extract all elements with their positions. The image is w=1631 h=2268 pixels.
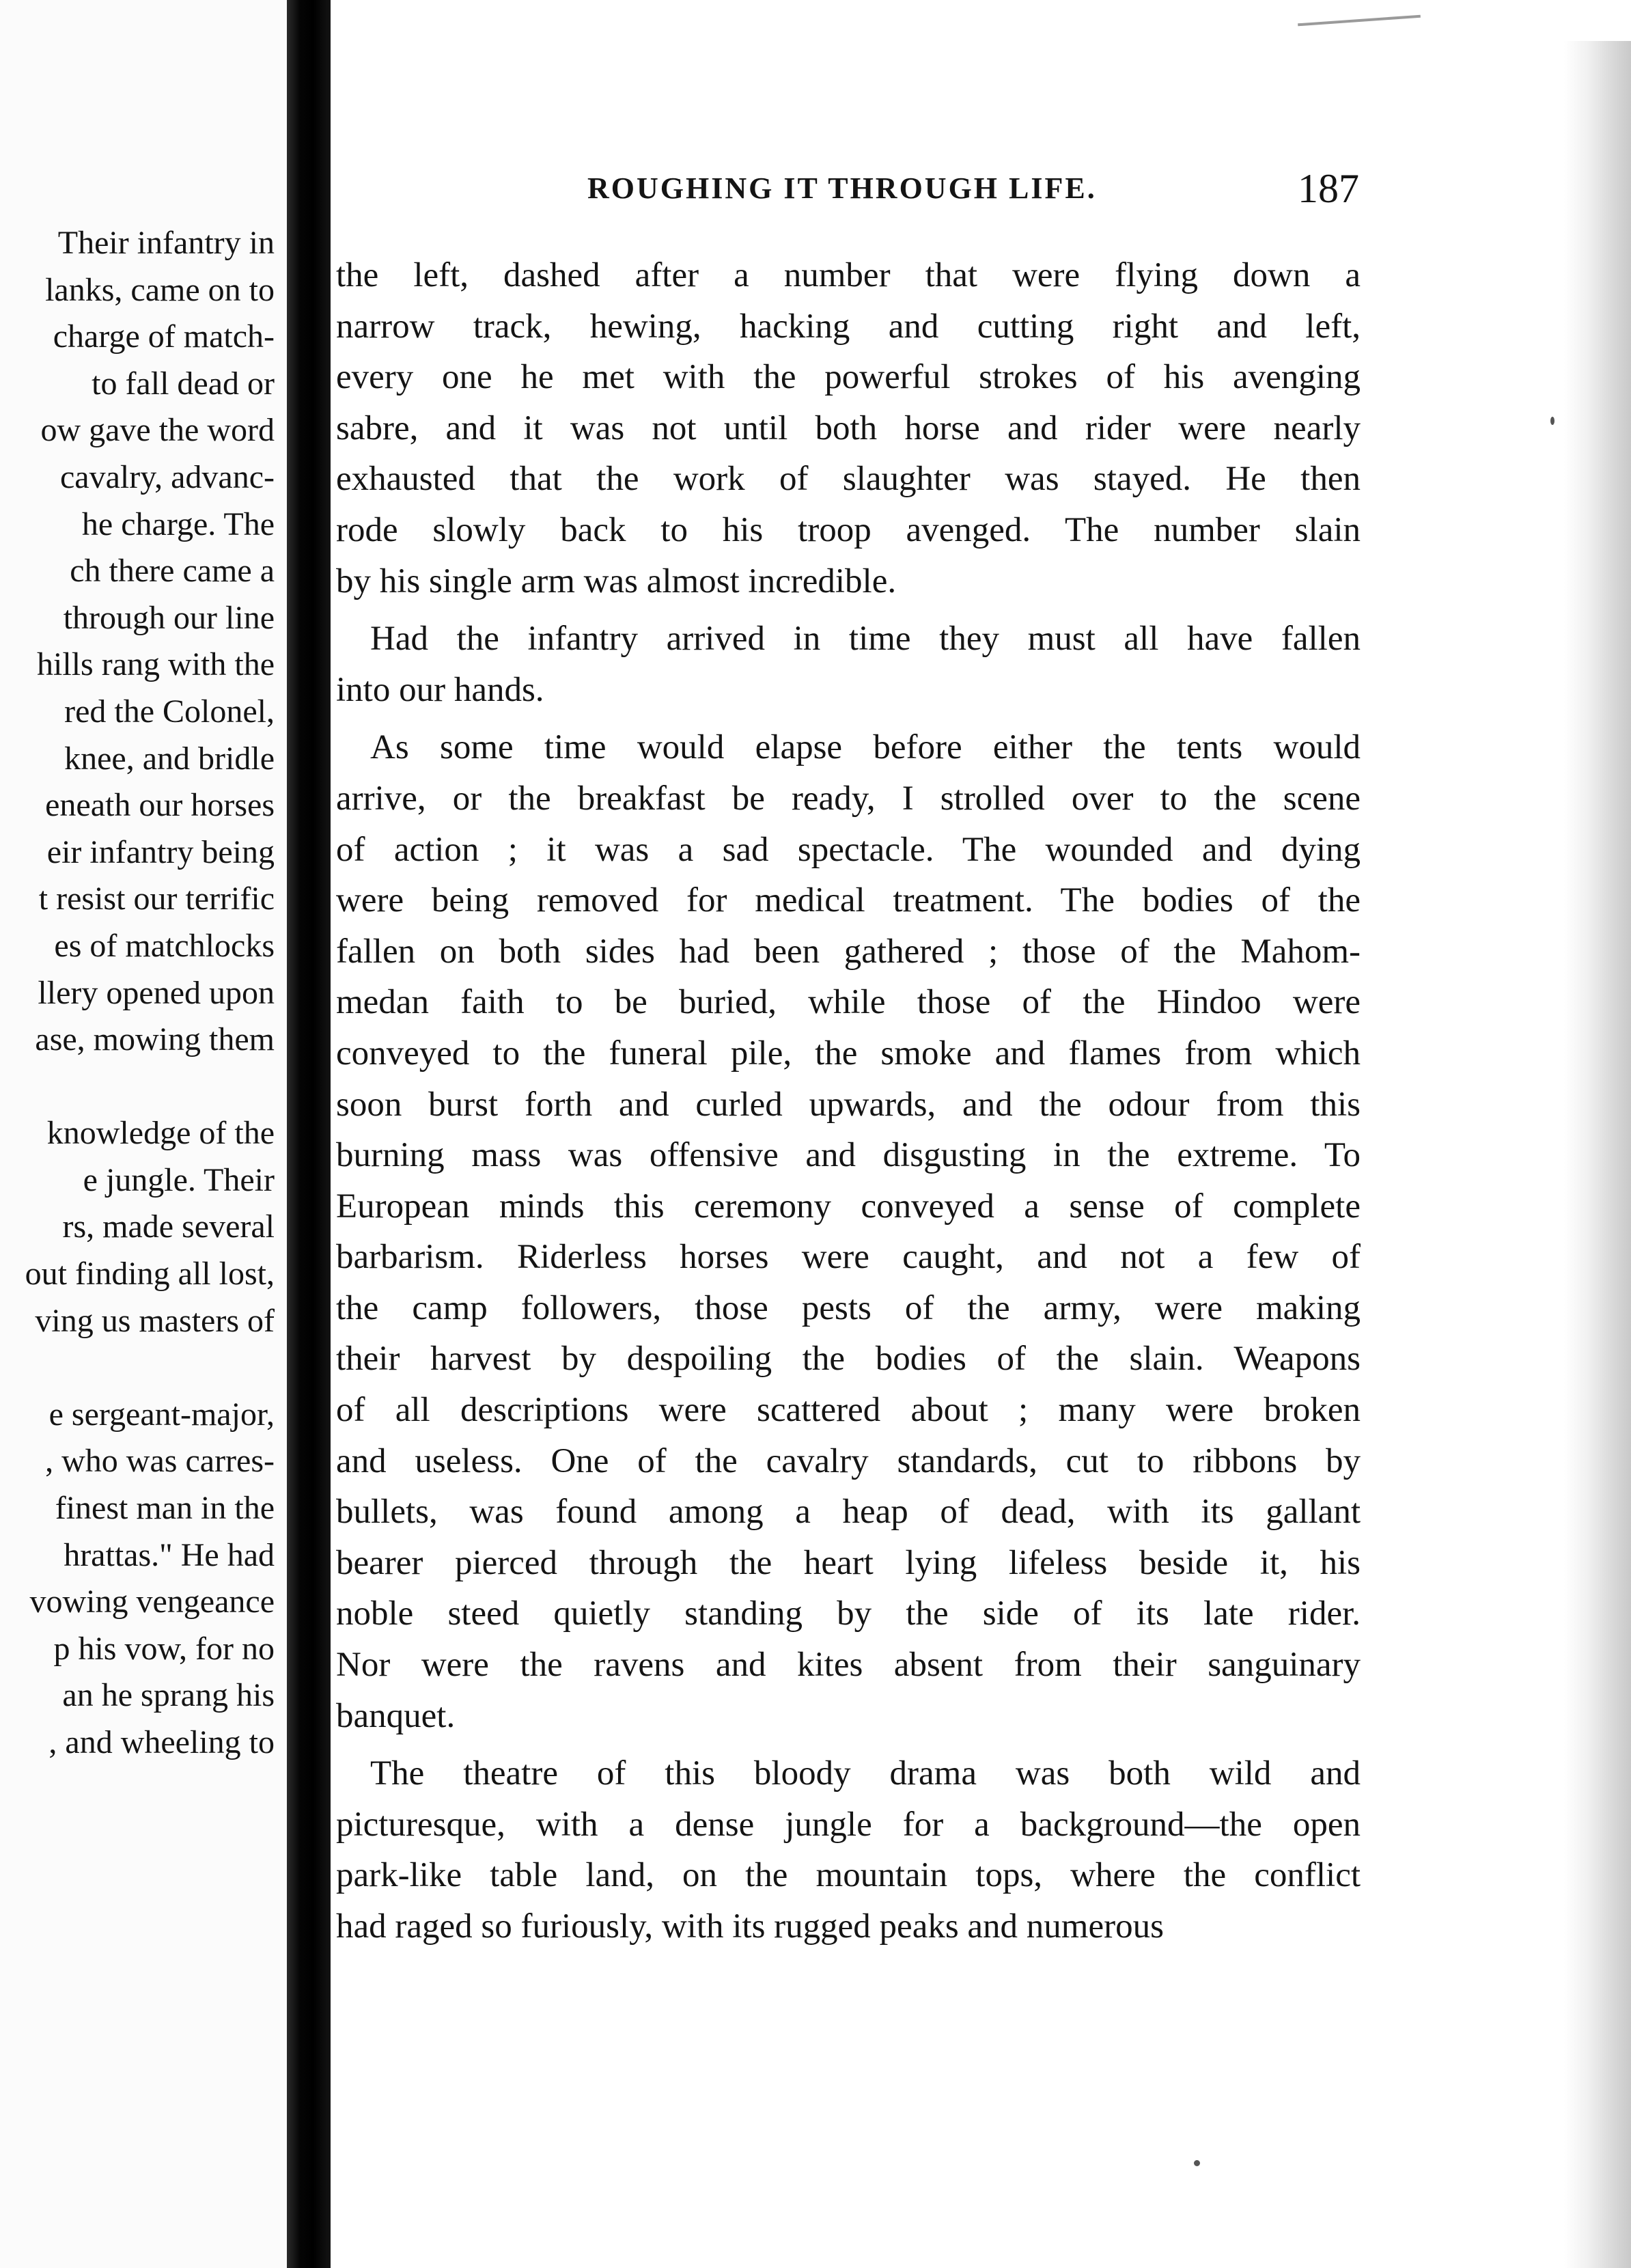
left-page-line: eir infantry being [46, 833, 275, 870]
left-page-line: e sergeant-major, [48, 1396, 275, 1433]
text-line: burning mass was offensive and disgusting in the extreme. To [336, 1136, 1361, 1175]
left-page-line: , who was carres- [45, 1443, 275, 1480]
left-page-line: p his vow, for no [53, 1630, 275, 1667]
text-line: by his single arm was almost incredible. [336, 562, 897, 600]
print-speck [1194, 2160, 1200, 2166]
paragraph [336, 250, 1361, 607]
text-line: of all descriptions were scattered about ; many were broken [336, 1391, 1361, 1430]
text-line: had raged so furiously, with its rugged peaks and numerous [336, 1907, 1164, 1946]
left-page-line: ving us masters of [35, 1302, 275, 1339]
left-page-line: he charge. The [81, 506, 275, 542]
text-line: As some time would elapse before either the tents would [370, 728, 1361, 767]
left-page-line: charge of match- [53, 318, 275, 355]
left-page-line: eneath our horses [45, 787, 275, 824]
text-line: The theatre of this bloody drama was both wild and [370, 1754, 1361, 1793]
text-line: medan faith to be buried, while those of the Hindoo were [336, 983, 1361, 1022]
left-page-line: knee, and bridle [64, 740, 275, 777]
page-body-text [336, 250, 1361, 1959]
text-line: sabre, and it was not until both horse and rider were nearly [336, 409, 1361, 447]
text-line: Had the infantry arrived in time they must all have fallen [370, 620, 1361, 659]
left-page-line: red the Colonel, [64, 693, 275, 730]
left-page-line: llery opened upon [38, 974, 275, 1011]
left-page-line: ase, mowing them [35, 1021, 275, 1058]
left-page-text [25, 220, 275, 1767]
print-speck [1550, 417, 1555, 425]
left-page-line: hills rang with the [37, 646, 275, 683]
left-page-line: knowledge of the [46, 1115, 275, 1152]
left-page-line: t resist our terrific [38, 881, 275, 917]
text-line: rode slowly back to his troop avenged. The number slain [336, 510, 1361, 549]
text-line: bullets, was found among a heap of dead, with its gallant [336, 1493, 1361, 1532]
left-page-line: an he sprang his [62, 1677, 275, 1714]
left-page-line: to fall dead or [92, 365, 275, 402]
left-page-line: out finding all lost, [25, 1256, 275, 1292]
text-line: fallen on both sides had been gathered ; those of the Mahom- [336, 932, 1361, 971]
paragraph [336, 613, 1361, 715]
text-line: of action ; it was a sad spectacle. The wounded and dying [336, 830, 1361, 869]
text-line: Nor were the ravens and kites absent from their sanguinary [336, 1646, 1361, 1685]
book-binding-gutter [287, 0, 331, 2268]
text-line: conveyed to the funeral pile, the smoke and flames from which [336, 1034, 1361, 1073]
text-line: and useless. One of the cavalry standards, cut to ribbons by [336, 1441, 1361, 1480]
left-page-line: through our line [63, 599, 275, 636]
text-line: into our hands. [336, 670, 544, 709]
running-head: ROUGHING IT THROUGH LIFE. [587, 171, 1097, 205]
paragraph [336, 1748, 1361, 1952]
text-line: banquet. [336, 1696, 456, 1735]
text-line: bearer pierced through the heart lying lifeless beside it, his [336, 1543, 1361, 1582]
text-line: every one he met with the powerful strokes of his avenging [336, 358, 1361, 397]
text-line: narrow track, hewing, hacking and cutting right and left, [336, 307, 1361, 346]
text-line: barbarism. Riderless horses were caught, and not a few of [336, 1238, 1361, 1277]
page-edge-shadow [1564, 41, 1631, 2268]
text-line: the camp followers, those pests of the army, were making [336, 1288, 1361, 1327]
text-line: park-like table land, on the mountain tops, where the conflict [336, 1856, 1361, 1895]
paragraph [336, 722, 1361, 1741]
left-page-line: es of matchlocks [54, 927, 275, 964]
left-page-line: ow gave the word [40, 412, 275, 449]
text-line: picturesque, with a dense jungle for a background—the open [336, 1805, 1361, 1844]
left-page-line: finest man in the [55, 1490, 275, 1527]
left-page-line: , and wheeling to [48, 1724, 275, 1760]
left-page-gap [25, 1344, 275, 1392]
left-page-line: ch there came a [70, 553, 275, 590]
left-page-line: vowing vengeance [29, 1584, 275, 1620]
text-line: the left, dashed after a number that were flying down a [336, 256, 1361, 294]
text-line: soon burst forth and curled upwards, and the odour from this [336, 1085, 1361, 1124]
page-number: 187 [1298, 166, 1359, 211]
left-page-line: lanks, came on to [45, 271, 275, 308]
text-line: were being removed for medical treatment. The bodies of the [336, 881, 1361, 920]
left-page-line: Their infantry in [57, 225, 275, 261]
left-page-fragment [0, 0, 287, 2268]
left-page-line: e jungle. Their [83, 1161, 275, 1198]
text-line: arrive, or the breakfast be ready, I strolled over to the scene [336, 779, 1361, 818]
text-line: European minds this ceremony conveyed a sense of complete [336, 1187, 1361, 1226]
text-line: their harvest by despoiling the bodies of the slain. Weapons [336, 1340, 1361, 1379]
text-line: noble steed quietly standing by the side of its late rider. [336, 1594, 1361, 1633]
left-page-line: rs, made several [62, 1208, 275, 1245]
text-line: exhausted that the work of slaughter was stayed. He then [336, 460, 1361, 499]
left-page-line: cavalry, advanc- [59, 458, 275, 495]
left-page-line: hrattas." He had [64, 1536, 275, 1573]
left-page-gap [25, 1064, 275, 1111]
